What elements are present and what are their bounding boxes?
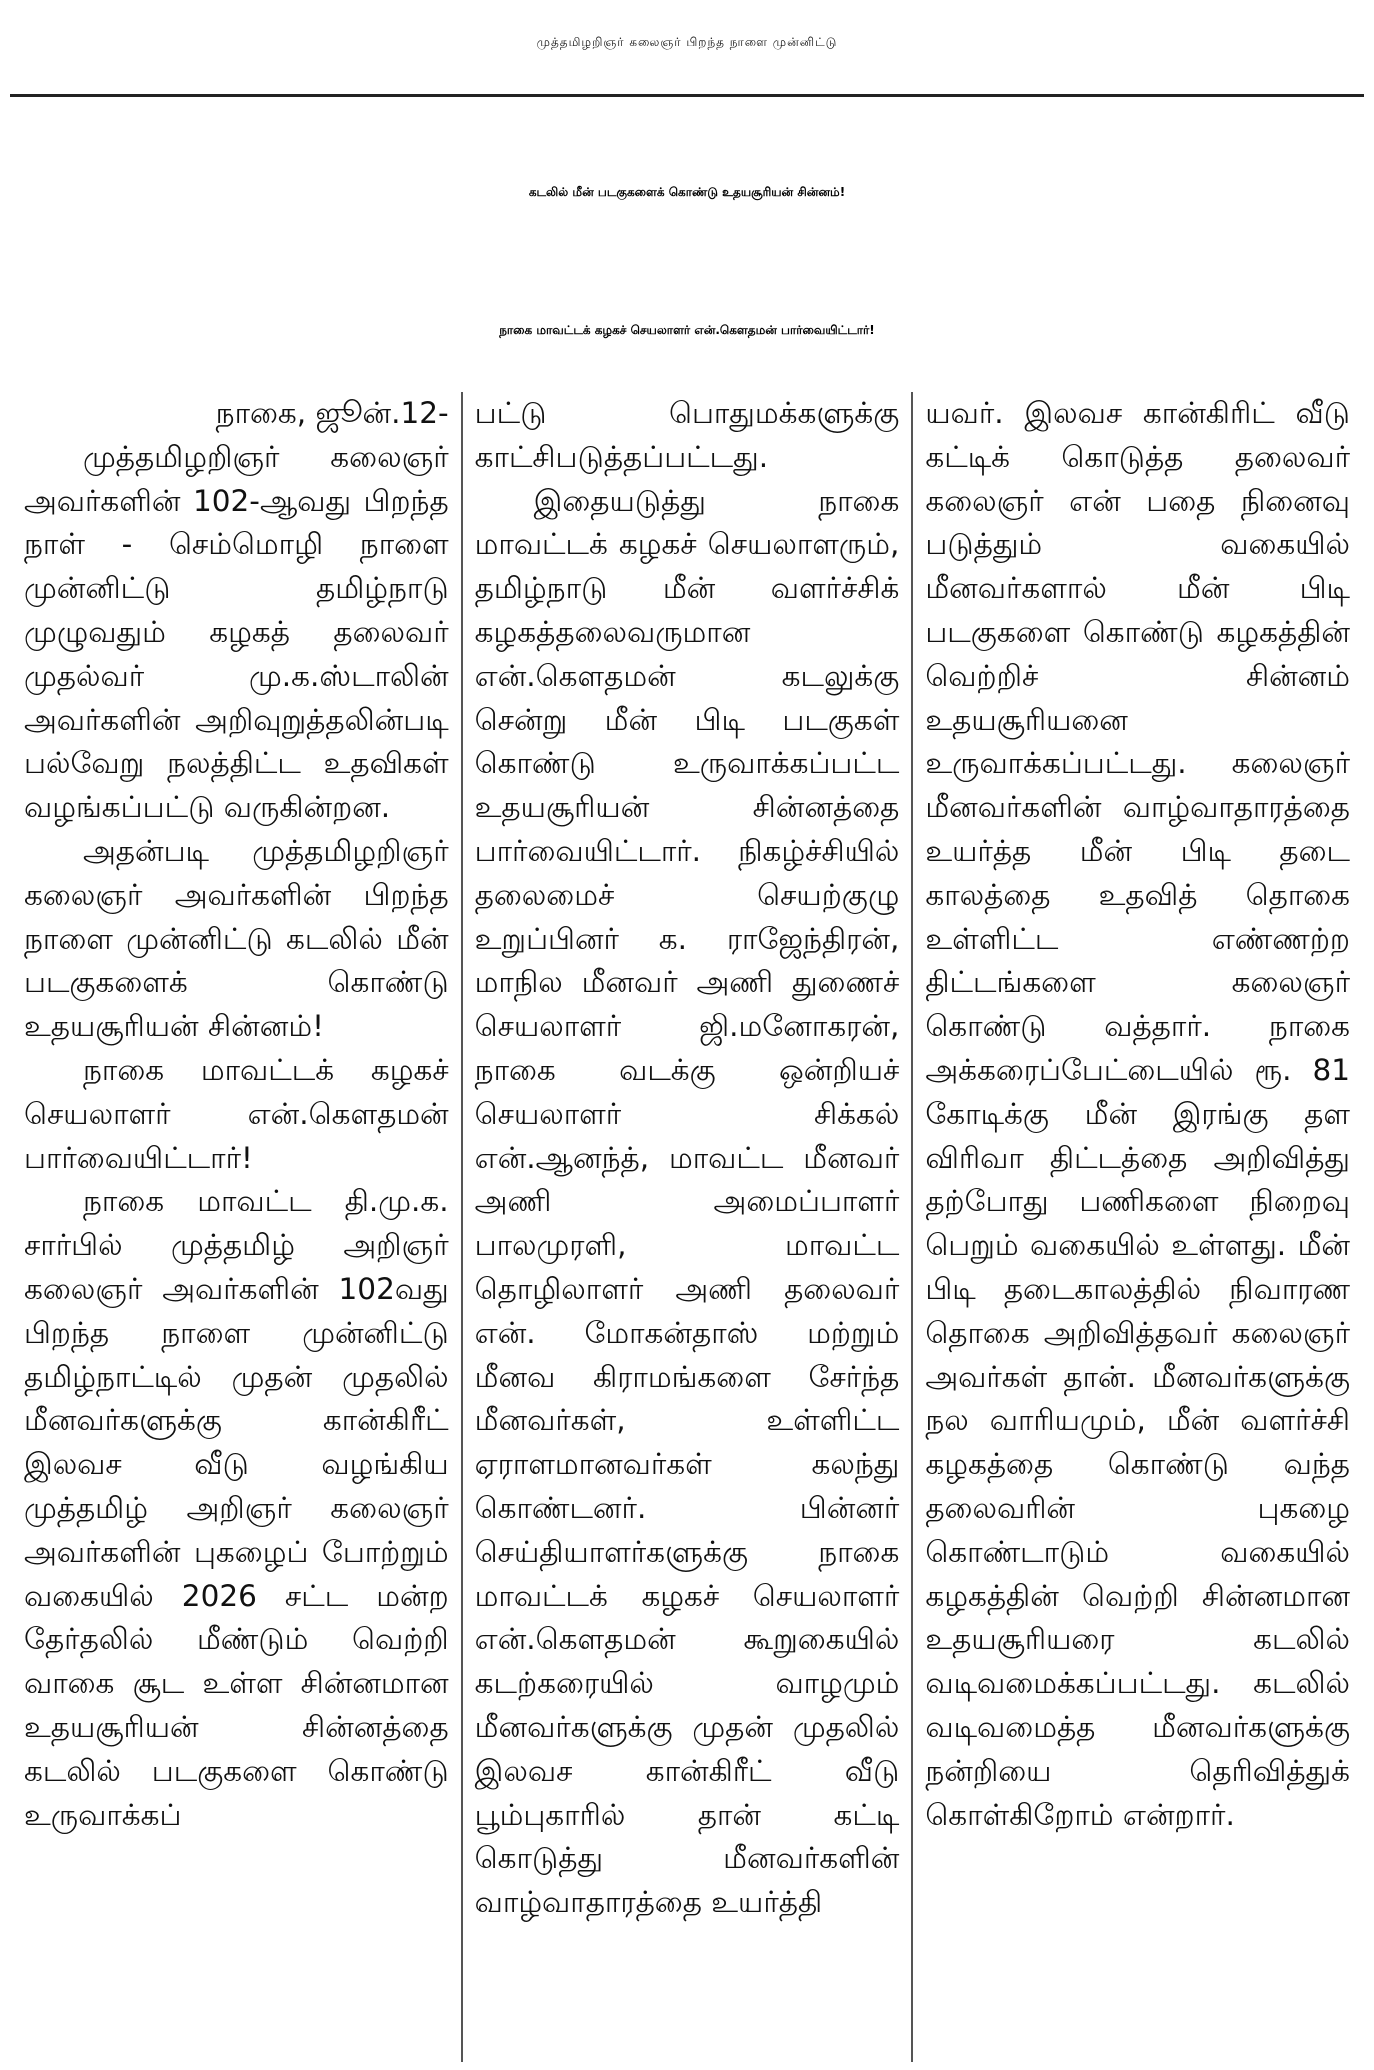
dateline: நாகை, ஜூன்.12- — [215, 396, 449, 430]
paragraph: முத்தமிழறிஞர் கலைஞர் அவர்களின் 102-ஆவது பிறந்த நாள் - செம்மொழி நாளை முன்னிட்டு தமிழ்நாடு முழுவதும் கழகத் தலைவர் முதல்வர் மு.க.ஸ்டாலின் அவர்களின் அறிவுறுத்தலின்படி பல்வேறு நலத்திட்ட உதவிகள் வழங்கப்பட்டு வருகின்றன. — [24, 439, 449, 825]
paragraph: அதன்படி முத்தமிழறிஞர் கலைஞர் அவர்களின் பிறந்த நாளை முன்னிட்டு கடலில் மீன் படகுகளைக் கொண்டு உதயசூரியன் சின்னம்! — [24, 833, 449, 1044]
article-column-1 — [12, 392, 461, 2062]
paragraph: நாகை மாவட்ட தி.மு.க. சார்பில் முத்தமிழ் அறிஞர் கலைஞர் அவர்களின் 102வது பிறந்த நாளை முன்னிட்டு தமிழ்நாட்டில் முதன் முதலில் மீனவர்களுக்கு கான்கிரீட் இலவச வீடு வழங்கிய முத்தமிழ் அறிஞர் கலைஞர் அவர்களின் புகழைப் போற்றும் வகையில் 2026 சட்ட மன்ற தேர்தலில் மீண்டும் வெற்றி வாகை சூட உள்ள சின்னமான உதயசூரியன் சின்னத்தை கடலில் படகுகளை கொண்டு உருவாக்கப் — [24, 1184, 449, 1832]
article-column-2 — [461, 392, 912, 2062]
header-rule — [10, 94, 1364, 97]
article-body — [12, 392, 1362, 2062]
paragraph: நாகை மாவட்டக் கழகச் செயலாளர் என்.கௌதமன் பார்வையிட்டார்! — [24, 1052, 449, 1175]
main-headline: கடலில் மீன் படகுகளைக் கொண்டு உதயசூரியன் சின்னம்! — [528, 185, 846, 199]
paragraph: இதையடுத்து நாகை மாவட்டக் கழகச் செயலாளரும், தமிழ்நாடு மீன் வளர்ச்சிக் கழகத்தலைவருமான என்.கௌதமன் கடலுக்கு சென்று மீன் பிடி படகுகள் கொண்டு உருவாக்கப்பட்ட உதயசூரியன் சின்னத்தை பார்வையிட்டார். நிகழ்ச்சியில் தலைமைச் செயற்குழு உறுப்பினர் க. ராஜேந்திரன், மாநில மீனவர் அணி துணைச் செயலாளர் ஜி.மனோகரன், நாகை வடக்கு ஒன்றியச் செயலாளர் சிக்கல் என்.ஆனந்த், மாவட்ட மீனவர் அணி அமைப்பாளர் பாலமுரளி, மாவட்ட தொழிலாளர் அணி தலைவர் என். மோகன்தாஸ் மற்றும் மீனவ கிராமங்களை சேர்ந்த மீனவர்கள், உள்ளிட்ட ஏராளமானவர்கள் கலந்து கொண்டனர். பின்னர் செய்தியாளர்களுக்கு நாகை மாவட்டக் கழகச் செயலாளர் என்.கௌதமன் கூறுகையில் கடற்கரையில் வாழமும் மீனவர்களுக்கு முதன் முதலில் இலவச கான்கிரீட் வீடு பூம்புகாரில் தான் கட்டி கொடுத்து மீனவர்களின் வாழ்வாதாரத்தை உயர்த்தி — [474, 483, 900, 1920]
sub-headline: நாகை மாவட்டக் கழகச் செயலாளர் என்.கௌதமன் பார்வையிட்டார்! — [499, 323, 875, 337]
article-column-3 — [911, 392, 1362, 2062]
kicker-heading: முத்தமிழறிஞர் கலைஞர் பிறந்த நாளை முன்னிட்டு — [536, 35, 838, 49]
paragraph-continued: பட்டு பொதுமக்களுக்கு காட்சிபடுத்தப்பட்டது. — [474, 396, 900, 474]
paragraph-continued: யவர். இலவச கான்கிரிட் வீடு கட்டிக் கொடுத்த தலைவர் கலைஞர் என் பதை நினைவு படுத்தும் வகையில் மீனவர்களால் மீன் பிடி படகுகளை கொண்டு கழகத்தின் வெற்றிச் சின்னம் உதயசூரியனை உருவாக்கப்பட்டது. கலைஞர் மீனவர்களின் வாழ்வாதாரத்தை உயர்த்த மீன் பிடி தடை காலத்தை உதவித் தொகை உள்ளிட்ட எண்ணற்ற திட்டங்களை கலைஞர் கொண்டு வத்தார். நாகை அக்கரைப்பேட்டையில் ரூ. 81 கோடிக்கு மீன் இரங்கு தள விரிவா திட்டத்தை அறிவித்து தற்போது பணிகளை நிறைவு பெறும் வகையில் உள்ளது. மீன் பிடி தடைகாலத்தில் நிவாரண தொகை அறிவித்தவர் கலைஞர் அவர்கள் தான். மீனவர்களுக்கு நல வாரியமும், மீன் வளர்ச்சி கழகத்தை கொண்டு வந்த தலைவரின் புகழை கொண்டாடும் வகையில் கழகத்தின் வெற்றி சின்னமான உதயசூரியரை கடலில் வடிவமைக்கப்பட்டது. கடலில் வடிவமைத்த மீனவர்களுக்கு நன்றியை தெரிவித்துக் கொள்கிறோம் என்றார். — [925, 396, 1351, 1832]
